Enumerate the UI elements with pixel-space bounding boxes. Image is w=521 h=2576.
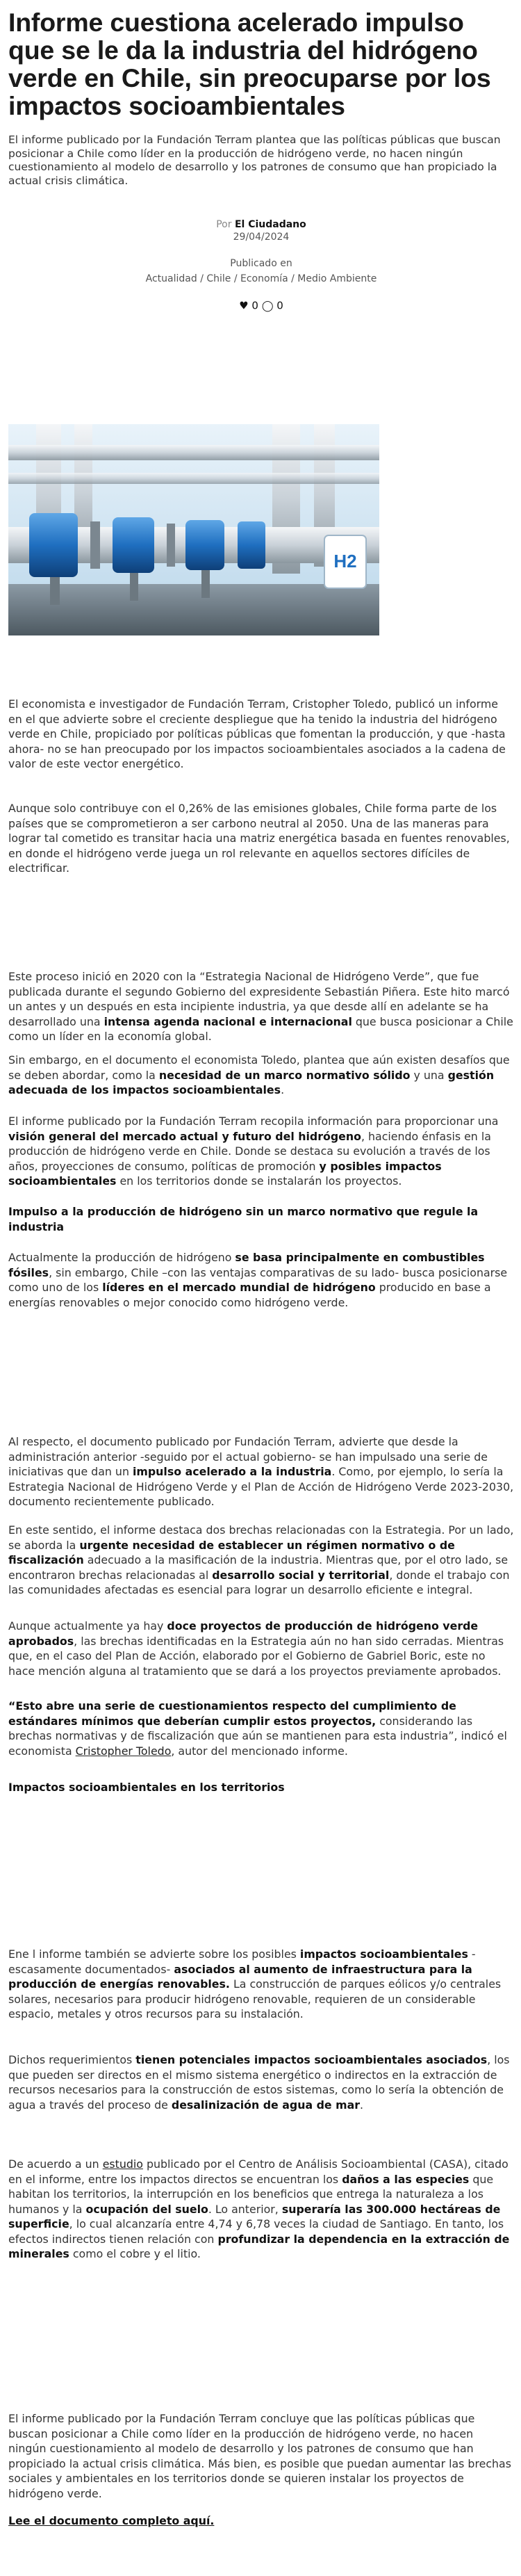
p6-text-a: Actualmente la producción de hidrógeno — [8, 1251, 235, 1264]
paragraph-2-text: Aunque solo contribuye con el 0,26% de las emisiones globales, Chile forma parte de los países que se comprometieron a ser carbono neutral al 2050. Una de las maneras para lograr tal cometido es transitar hacia una matriz energética basada en fuentes renovables, en donde el hidrógeno verde juega un rol relevante en aquellos sectores difíciles de electrificar. — [8, 802, 510, 875]
p3-bold: intensa agenda nacional e internacional — [104, 1014, 352, 1028]
p13-bold-g: superaría las 300.000 hectáreas de superficie — [8, 2202, 501, 2230]
comment-icon[interactable]: ◯ — [261, 299, 274, 312]
p8-text-a: En este sentido, el informe destaca dos brechas relacionadas con la Estrategia. Por un lado, se aborda la — [8, 1523, 514, 1552]
paragraph-11 — [8, 1947, 514, 2022]
p13-text-a: De acuerdo a un — [8, 2157, 103, 2171]
hero-image — [8, 424, 379, 635]
subheading-1-text: Impulso a la producción de hidrógeno sin un marco normativo que regule la industria — [8, 1205, 479, 1233]
p10-text-c: , autor del mencionado informe. — [171, 1744, 348, 1758]
p8-bold-d: desarrollo social y territorial — [212, 1568, 390, 1582]
subheading-1 — [8, 1204, 514, 1234]
p9-text-c: , las brechas identificadas en la Estrategia aún no han sido cerradas. Mientras que, en el caso del Plan de Acción, elaborado por el Gobierno de Gabriel Boric, este no hace mención alguna al tratamiento que se dará a los proyectos previamente aprobados. — [8, 1634, 504, 1678]
p12-bold-d: desalinización de agua de mar — [171, 2098, 361, 2112]
read-full-document-link[interactable]: Lee el documento completo aquí. — [8, 2514, 215, 2527]
p5-bold-b: visión general del mercado actual y futuro del hidrógeno — [8, 1129, 361, 1143]
paragraph-1 — [8, 697, 514, 772]
study-link[interactable]: estudio — [102, 2157, 143, 2171]
p13-text-f: . Lo anterior, — [208, 2202, 282, 2216]
p6-bold-d: líderes en el mercado mundial de hidrógeno — [102, 1281, 376, 1294]
p13-bold-c: daños a las especies — [342, 2172, 470, 2186]
paragraph-14-text: El informe publicado por la Fundación Terram concluye que las políticas públicas que buscan posicionar a Chile como líder en la producción de hidrógeno verde, no hacen ningún cuestionamiento al modelo de desarrollo y los patrones de consumo que han propiciado la actual crisis climática. Más bien, es posible que puedan aumentar las brechas sociales y ambientales en los territorios donde se quieren instalar los proyectos de hidrógeno verde. — [8, 2412, 511, 2500]
p13-text-d: que habitan los territorios, la interrupción en los beneficios que entrega la naturaleza a los humanos y la — [8, 2172, 494, 2216]
p5-bold-d: y posibles impactos socioambientales — [8, 1159, 442, 1188]
reactions-bar — [8, 299, 514, 312]
comment-count: 0 — [276, 299, 283, 312]
p6-text-e: producido en base a energías renovables o mejor conocido como hidrógeno verde. — [8, 1281, 491, 1309]
read-document-cta — [8, 2513, 514, 2529]
p6-text-c: , sin embargo, Chile –con las ventajas comparativas de su lado- busca posicionarse como uno de los — [8, 1265, 508, 1294]
p3-text-a: Este proceso inició en 2020 con la “Estrategia Nacional de Hidrógeno Verde”, que fue publicada durante el segundo Gobierno del expresidente Sebastián Piñera. Este hito marcó un antes y un después en esta incipiente industria, ya que desde allí en adelante se ha desarrollado una — [8, 970, 510, 1028]
h2-badge: H2 — [333, 551, 357, 572]
p12-bold-b: tienen potenciales impactos socioambientales asociados — [135, 2053, 488, 2066]
paragraph-2 — [8, 801, 514, 876]
article-lead: El informe publicado por la Fundación Terram plantea que las políticas públicas que buscan posicionar a Chile como líder en la producción de hidrógeno verde, no hacen ningún cuestionamiento al modelo de desarrollo y los patrones de consumo que han propiciado la actual crisis climática. — [8, 133, 501, 187]
p6-bold-b: se basa principalmente en combustibles fósiles — [8, 1251, 485, 1279]
p5-text-c: , haciendo énfasis en la producción de hidrógeno verde en Chile. Donde se destaca su evolución a través de los años, proyecciones de consumo, políticas de promoción — [8, 1129, 491, 1173]
subheading-2-text: Impactos socioambientales en los territorios — [8, 1781, 285, 1794]
author-link[interactable]: El Ciudadano — [234, 219, 306, 230]
p3-text-c: que busca posicionar a Chile como un líder en la economía global. — [8, 1014, 513, 1043]
byline — [8, 218, 514, 231]
paragraph-7 — [8, 1434, 514, 1509]
by-label: Por — [216, 219, 232, 230]
p10-text-b: considerando las brechas normativas y de fiscalización que aún se mantienen para esta industria”, indicó el economista — [8, 1714, 507, 1758]
p4-text-c: y una — [410, 1068, 448, 1082]
paragraph-12 — [8, 2052, 514, 2112]
p8-bold-b: urgente necesidad de establecer un régimen normativo o de fiscalización — [8, 1538, 455, 1566]
paragraph-8 — [8, 1523, 514, 1598]
like-count: 0 — [251, 299, 258, 312]
p12-text-e: . — [360, 2098, 364, 2112]
p5-text-e: en los territorios donde se instalarán los proyectos. — [116, 1174, 402, 1188]
heart-icon[interactable]: ♥ — [239, 299, 249, 312]
p7-text-c: . Como, por ejemplo, lo sería la Estrategia Nacional de Hidrógeno Verde y el Plan de Acción de Hidrógeno Verde 2023-2030, documento recientemente publicado. — [8, 1465, 514, 1508]
p4-bold-b: necesidad de un marco normativo sólido — [158, 1068, 411, 1082]
paragraph-4 — [8, 1053, 514, 1098]
paragraph-14 — [8, 2411, 514, 2501]
p13-text-b: publicado por el Centro de Análisis Socioambiental (CASA), citado en el informe, entre los impactos directos se encuentran los — [8, 2157, 508, 2186]
subheading-2 — [8, 1780, 514, 1795]
paragraph-5 — [8, 1114, 514, 1189]
p4-bold-d: gestión adecuada de los impactos socioambientales — [8, 1068, 495, 1096]
p10-bold-quote: “Esto abre una serie de cuestionamientos respecto del cumplimiento de estándares mínimos que deberían cumplir estos proyectos, — [8, 1699, 456, 1728]
article-header — [8, 0, 514, 312]
p13-bold-i: profundizar la dependencia en la extracción de minerales — [8, 2232, 510, 2260]
paragraph-1-text: El economista e investigador de Fundación Terram, Cristopher Toledo, publicó un informe en el que advierte sobre el creciente despliegue que ha tenido la industria del hidrógeno verde en Chile, propiciado por políticas públicas que fomentan la producción, y que -hasta ahora- no se han preocupado por los impactos socioambientales asociados a la cadena de valor de este vector energético. — [8, 697, 506, 770]
paragraph-10 — [8, 1699, 514, 1758]
p13-text-h: , lo cual alcanzaría entre 4,74 y 6,78 veces la ciudad de Santiago. En tanto, los efectos indirectos tienen relación con — [8, 2217, 504, 2246]
author-toledo-link[interactable]: Cristopher Toledo — [75, 1744, 172, 1758]
p11-text-e: La construcción de parques eólicos y/o centrales solares, necesarios para producir hidrógeno renovable, requieren de un considerable espacio, metales y otros recursos para su instalación. — [8, 1977, 502, 2020]
p4-text-e: . — [281, 1083, 285, 1096]
p13-bold-e: ocupación del suelo — [85, 2202, 208, 2216]
p11-bold-b: impactos socioambientales — [299, 1947, 468, 1961]
p5-text-a: El informe publicado por la Fundación Terram recopila información para proporcionar una — [8, 1115, 499, 1128]
paragraph-9 — [8, 1619, 514, 1678]
article-title: Informe cuestiona acelerado impulso que se le da la industria del hidrógeno verde en Chile, sin preocuparse por los impactos socioambientales — [8, 8, 491, 120]
p11-text-a: Ene l informe también se advierte sobre los posibles — [8, 1947, 300, 1961]
paragraph-13 — [8, 2157, 514, 2262]
hydrogen-plant-illustration — [8, 424, 379, 635]
publish-date: 29/04/2024 — [233, 232, 290, 243]
p9-bold-b: doce proyectos de producción de hidrógeno verde aprobados — [8, 1619, 479, 1648]
p11-bold-d: asociados al aumento de infraestructura para la producción de energías renovables. — [8, 1962, 472, 1991]
p8-text-c: adecuado a la masificación de la industria. Mientras que, por el otro lado, se encontraron brechas relacionadas al — [8, 1553, 508, 1582]
p13-text-j: como el cobre y el litio. — [69, 2247, 201, 2260]
p12-text-a: Dichos requerimientos — [8, 2053, 136, 2066]
published-in-label: Publicado en — [230, 258, 292, 269]
category-links[interactable]: Actualidad / Chile / Economía / Medio Ambiente — [145, 273, 377, 284]
p11-text-c: -escasamente documentados- — [8, 1947, 476, 1976]
p7-bold-b: impulso acelerado a la industria — [132, 1465, 332, 1478]
paragraph-3 — [8, 969, 514, 1044]
p12-text-c: , los que pueden ser directos en el mismo sistema energético o indirectos en la extracción de recursos necesarios para la construcción de estos sistemas, como lo sería la obtención de agua a través del proceso de — [8, 2053, 510, 2112]
p7-text-a: Al respecto, el documento publicado por Fundación Terram, advierte que desde la administración anterior -seguido por el actual gobierno- se han impulsado una serie de iniciativas que dan un — [8, 1435, 488, 1478]
p9-text-a: Aunque actualmente ya hay — [8, 1619, 167, 1633]
p8-text-e: , donde el trabajo con las comunidades afectadas es esencial para lograr un desarrollo eficiente e integral. — [8, 1568, 510, 1596]
p4-text-a: Sin embargo, en el documento el economista Toledo, plantea que aún existen desafíos que se deben abordar, como la — [8, 1053, 510, 1082]
paragraph-6 — [8, 1250, 514, 1310]
